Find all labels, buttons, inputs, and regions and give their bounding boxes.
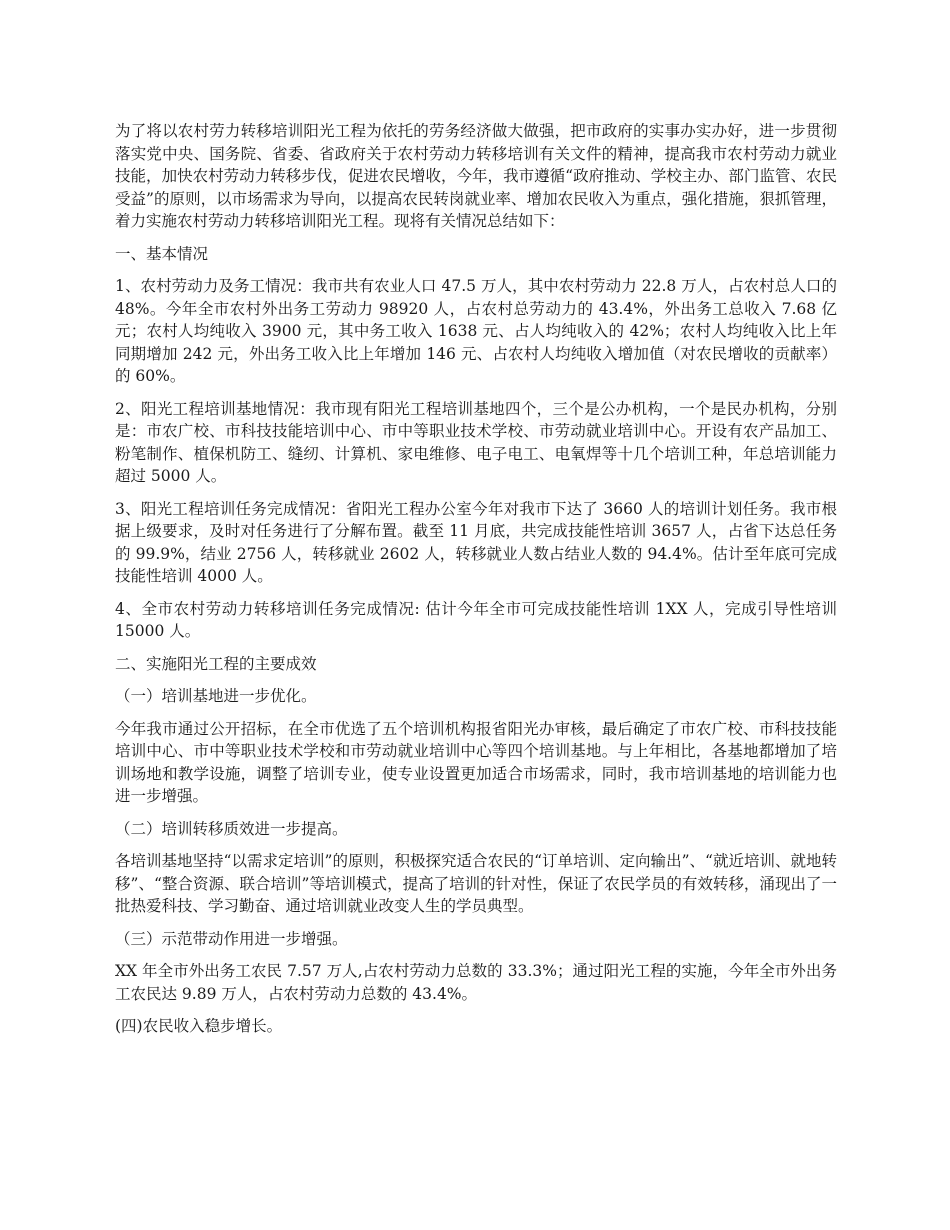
subsection-3-paragraph: XX 年全市外出务工农民 7.57 万人,占农村劳动力总数的 33.3%；通过阳光工程的实施，今年全市外出务工农民达 9.89 万人，占农村劳动力总数的 43.4%。 bbox=[115, 962, 837, 1003]
section-1-paragraph-2: 2、阳光工程培训基地情况：我市现有阳光工程培训基地四个，三个是公办机构，一个是民办机构，分别是：市农广校、市科技技能培训中心、市中等职业技术学校、市劳动就业培训中心。开设有农产品加工、粉笔制作、植保机防工、缝纫、计算机、家电维修、电子电工、电氧焊等十几个培训工种，年总培训能力超过 5000 人。 bbox=[115, 399, 837, 485]
section-1-paragraph-4: 4、全市农村劳动力转移培训任务完成情况: 估计今年全市可完成技能性培训 1XX 人，完成引导性培训 15000 人。 bbox=[115, 599, 837, 640]
document-body bbox=[115, 120, 837, 1048]
section-1-paragraph-3: 3、阳光工程培训任务完成情况：省阳光工程办公室今年对我市下达了 3660 人的培训计划任务。我市根据上级要求，及时对任务进行了分解布置。截至 11 月底，共完成技能性培训 3657 人，占省下达总任务的 99.9%，结业 2756 人，转移就业 2602 人，转移就业人数占结业人数的 94.4%。估计至年底可完成技能性培训 4000 人。 bbox=[115, 499, 837, 585]
section-1-heading: 一、基本情况 bbox=[115, 244, 209, 263]
subsection-2-heading: （二）培训转移质效进一步提高。 bbox=[115, 819, 348, 838]
subsection-2-paragraph: 各培训基地坚持“以需求定培训”的原则，积极探究适合农民的“订单培训、定向输出”、“就近培训、就地转移”、“整合资源、联合培训”等培训模式，提高了培训的针对性，保证了农民学员的有效转移，涌现出了一批热爱科技、学习勤奋、通过培训就业改变人生的学员典型。 bbox=[115, 852, 837, 915]
subsection-1-heading: （一）培训基地进一步优化。 bbox=[115, 687, 317, 705]
subsection-4-heading: (四)农民收入稳步增长。 bbox=[115, 1017, 283, 1035]
subsection-1-paragraph: 今年我市通过公开招标，在全市优选了五个培训机构报省阳光办审核，最后确定了市农广校、市科技技能培训中心、市中等职业技术学校和市劳动就业培训中心等四个培训基地。与上年相比，各基地都增加了培训场地和教学设施，调整了培训专业，使专业设置更加适合市场需求，同时，我市培训基地的培训能力也进一步增强。 bbox=[115, 719, 837, 805]
subsection-3-heading: （三）示范带动作用进一步增强。 bbox=[115, 929, 348, 948]
section-2-heading: 二、实施阳光工程的主要成效 bbox=[115, 654, 317, 673]
section-1-paragraph-1: 1、农村劳动力及务工情况：我市共有农业人口 47.5 万人，其中农村劳动力 22.8 万人，占农村总人口的 48%。今年全市农村外出务工劳动力 98920 人，占农村总劳动力的 43.4%，外出务工总收入 7.68 亿元；农村人均纯收入 3900 元，其中务工收入 1638 元、占人均纯收入的 42%；农村人均纯收入比上年同期增加 242 元，外出务工收入比上年增加 146 元、占农村人均纯收入增加值（对农民增收的贡献率）的 60%。 bbox=[115, 277, 837, 385]
intro-paragraph: 为了将以农村劳力转移培训阳光工程为依托的劳务经济做大做强，把市政府的实事办实办好，进一步贯彻落实党中央、国务院、省委、省政府关于农村劳动力转移培训有关文件的精神，提高我市农村劳动力就业技能，加快农村劳动力转移步伐，促进农民增收，今年，我市遵循“政府推动、学校主办、部门监管、农民受益”的原则，以市场需求为导向，以提高农民转岗就业率、增加农民收入为重点，强化措施，狠抓管理，着力实施农村劳动力转移培训阳光工程。现将有关情况总结如下： bbox=[115, 122, 837, 230]
